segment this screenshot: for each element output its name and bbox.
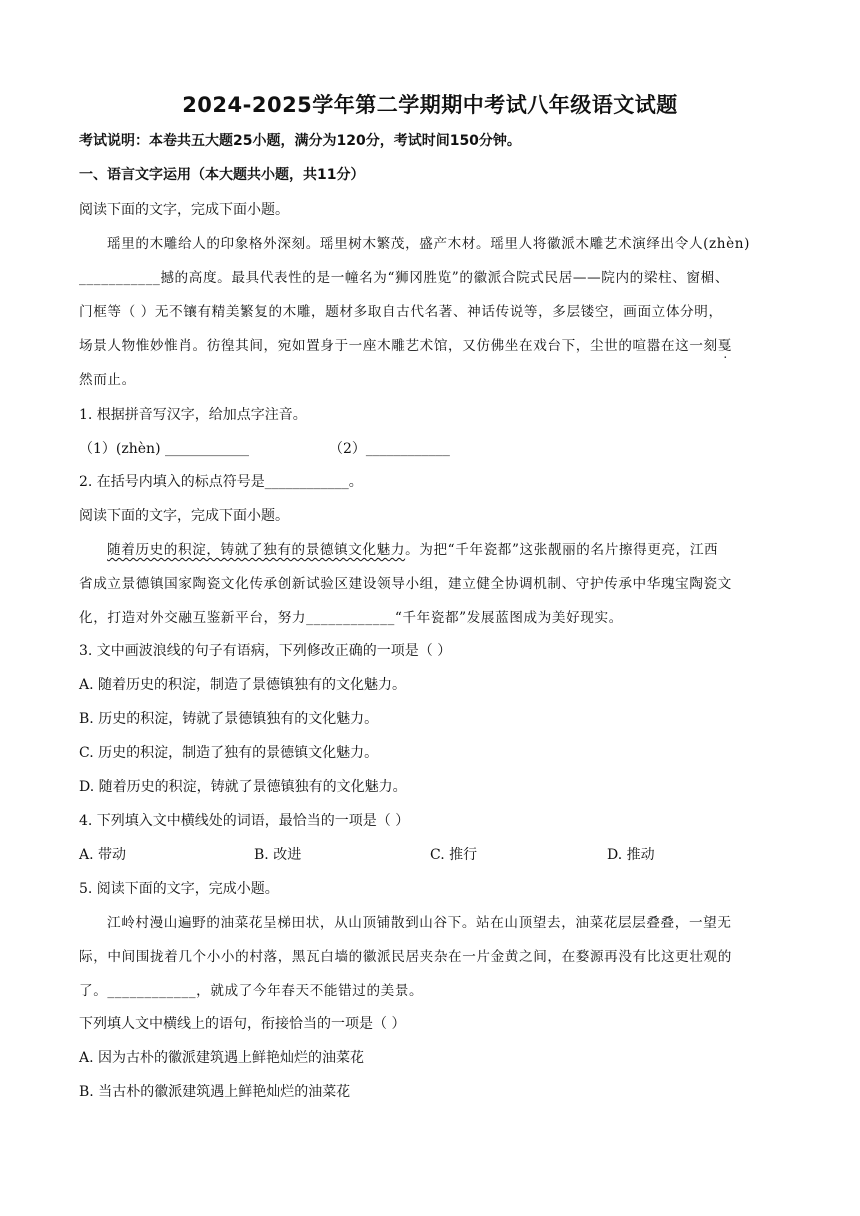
passage1-line4: [79, 336, 800, 356]
question-4-options: [79, 845, 800, 865]
passage1-line2: ___________撼的高度。最具代表性的是一幢名为“狮冈胜览”的徽派合院式民居——院内的梁柱、窗楣、: [79, 270, 730, 286]
passage3-line1: 江岭村漫山遍野的油菜花呈梯田状，从山顶铺散到山谷下。站在山顶望去，油菜花层层叠叠，一望无: [107, 915, 732, 931]
question-3-option-a: A. 随着历史的积淀，制造了景德镇独有的文化魅力。: [79, 677, 407, 693]
reading-prompt-2: 阅读下面的文字，完成下面小题。: [79, 508, 289, 524]
passage3-line2: 际，中间围拢着几个小小的村落，黑瓦白墙的徽派民居夹杂在一片金黄之间，在婺源再没有比这更壮观的: [79, 949, 732, 965]
passage1-line4-text: 场景人物惟妙惟肖。彷徨其间，宛如置身于一座木雕艺术馆，又仿佛坐在戏台下，尘世的喧嚣在这一刻: [79, 338, 718, 354]
question-5-option-a: A. 因为古朴的徽派建筑遇上鲜艳灿烂的油菜花: [79, 1050, 365, 1066]
question-2: 2. 在括号内填入的标点符号是____________。: [79, 474, 363, 490]
passage1-line5: 然而止。: [79, 372, 136, 388]
question-3-option-d: D. 随着历史的积淀，铸就了景德镇独有的文化魅力。: [79, 779, 407, 795]
question-3-option-b: B. 历史的积淀，铸就了景德镇独有的文化魅力。: [79, 711, 379, 727]
question-4-option-d: D. 推动: [607, 847, 655, 863]
question-4-option-c: C. 推行: [430, 847, 478, 863]
question-5-stem: 下列填人文中横线上的语句，衔接恰当的一项是（ ）: [79, 1016, 406, 1032]
passage2-line3: 化，打造对外交融互鉴新平台，努力____________“千年瓷都”发展蓝图成为美好现实。: [79, 610, 623, 626]
question-4-option-b: B. 改进: [254, 847, 302, 863]
dotted-character: 戛: [717, 338, 732, 354]
wavy-underlined-sentence: 随着历史的积淀，铸就了独有的景德镇文化魅力: [107, 542, 406, 558]
question-5-option-b: B. 当古朴的徽派建筑遇上鲜艳灿烂的油菜花: [79, 1084, 351, 1100]
question-5: 5. 阅读下面的文字，完成小题。: [79, 881, 279, 897]
passage3-line3: 了。____________，就成了今年春天不能错过的美景。: [79, 983, 424, 999]
question-1: 1. 根据拼音写汉字，给加点字注音。: [79, 407, 307, 423]
passage2-line1-rest: 。为把“千年瓷都”这张靓丽的名片擦得更亮，江西: [405, 542, 719, 558]
section-heading-1: 一、语言文字运用（本大题共小题，共11分）: [79, 167, 365, 183]
question-1-blank-a: （1）(zhèn) ____________: [79, 441, 249, 457]
passage1-line1: 瑶里的木雕给人的印象格外深刻。瑶里树木繁茂，盛产木材。瑶里人将徽派木雕艺术演绎出令人(zhèn): [107, 236, 751, 252]
question-4-option-a: A. 带动: [79, 847, 127, 863]
question-4: 4. 下列填入文中横线处的词语，最恰当的一项是（ ）: [79, 813, 410, 829]
passage1-line3: 门框等（ ）无不镶有精美繁复的木雕，题材多取自古代名著、神话传说等，多层镂空，画面立体分明，: [79, 304, 723, 320]
passage2-line1: [107, 540, 800, 560]
question-3-option-c: C. 历史的积淀，制造了独有的景德镇文化魅力。: [79, 745, 379, 761]
passage2-line2: 省成立景德镇国家陶瓷文化传承创新试验区建设领导小组，建立健全协调机制、守护传承中华瑰宝陶瓷文: [79, 576, 732, 592]
question-3: 3. 文中画波浪线的句子有语病，下列修改正确的一项是（ ）: [79, 643, 452, 659]
reading-prompt-1: 阅读下面的文字，完成下面小题。: [79, 202, 289, 218]
page-title: 2024-2025学年第二学期期中考试八年级语文试题: [182, 93, 678, 117]
question-1-blanks: [79, 439, 800, 459]
exam-instructions: 考试说明：本卷共五大题25小题，满分为120分，考试时间150分钟。: [79, 133, 521, 149]
question-1-blank-b: （2）____________: [329, 441, 450, 457]
